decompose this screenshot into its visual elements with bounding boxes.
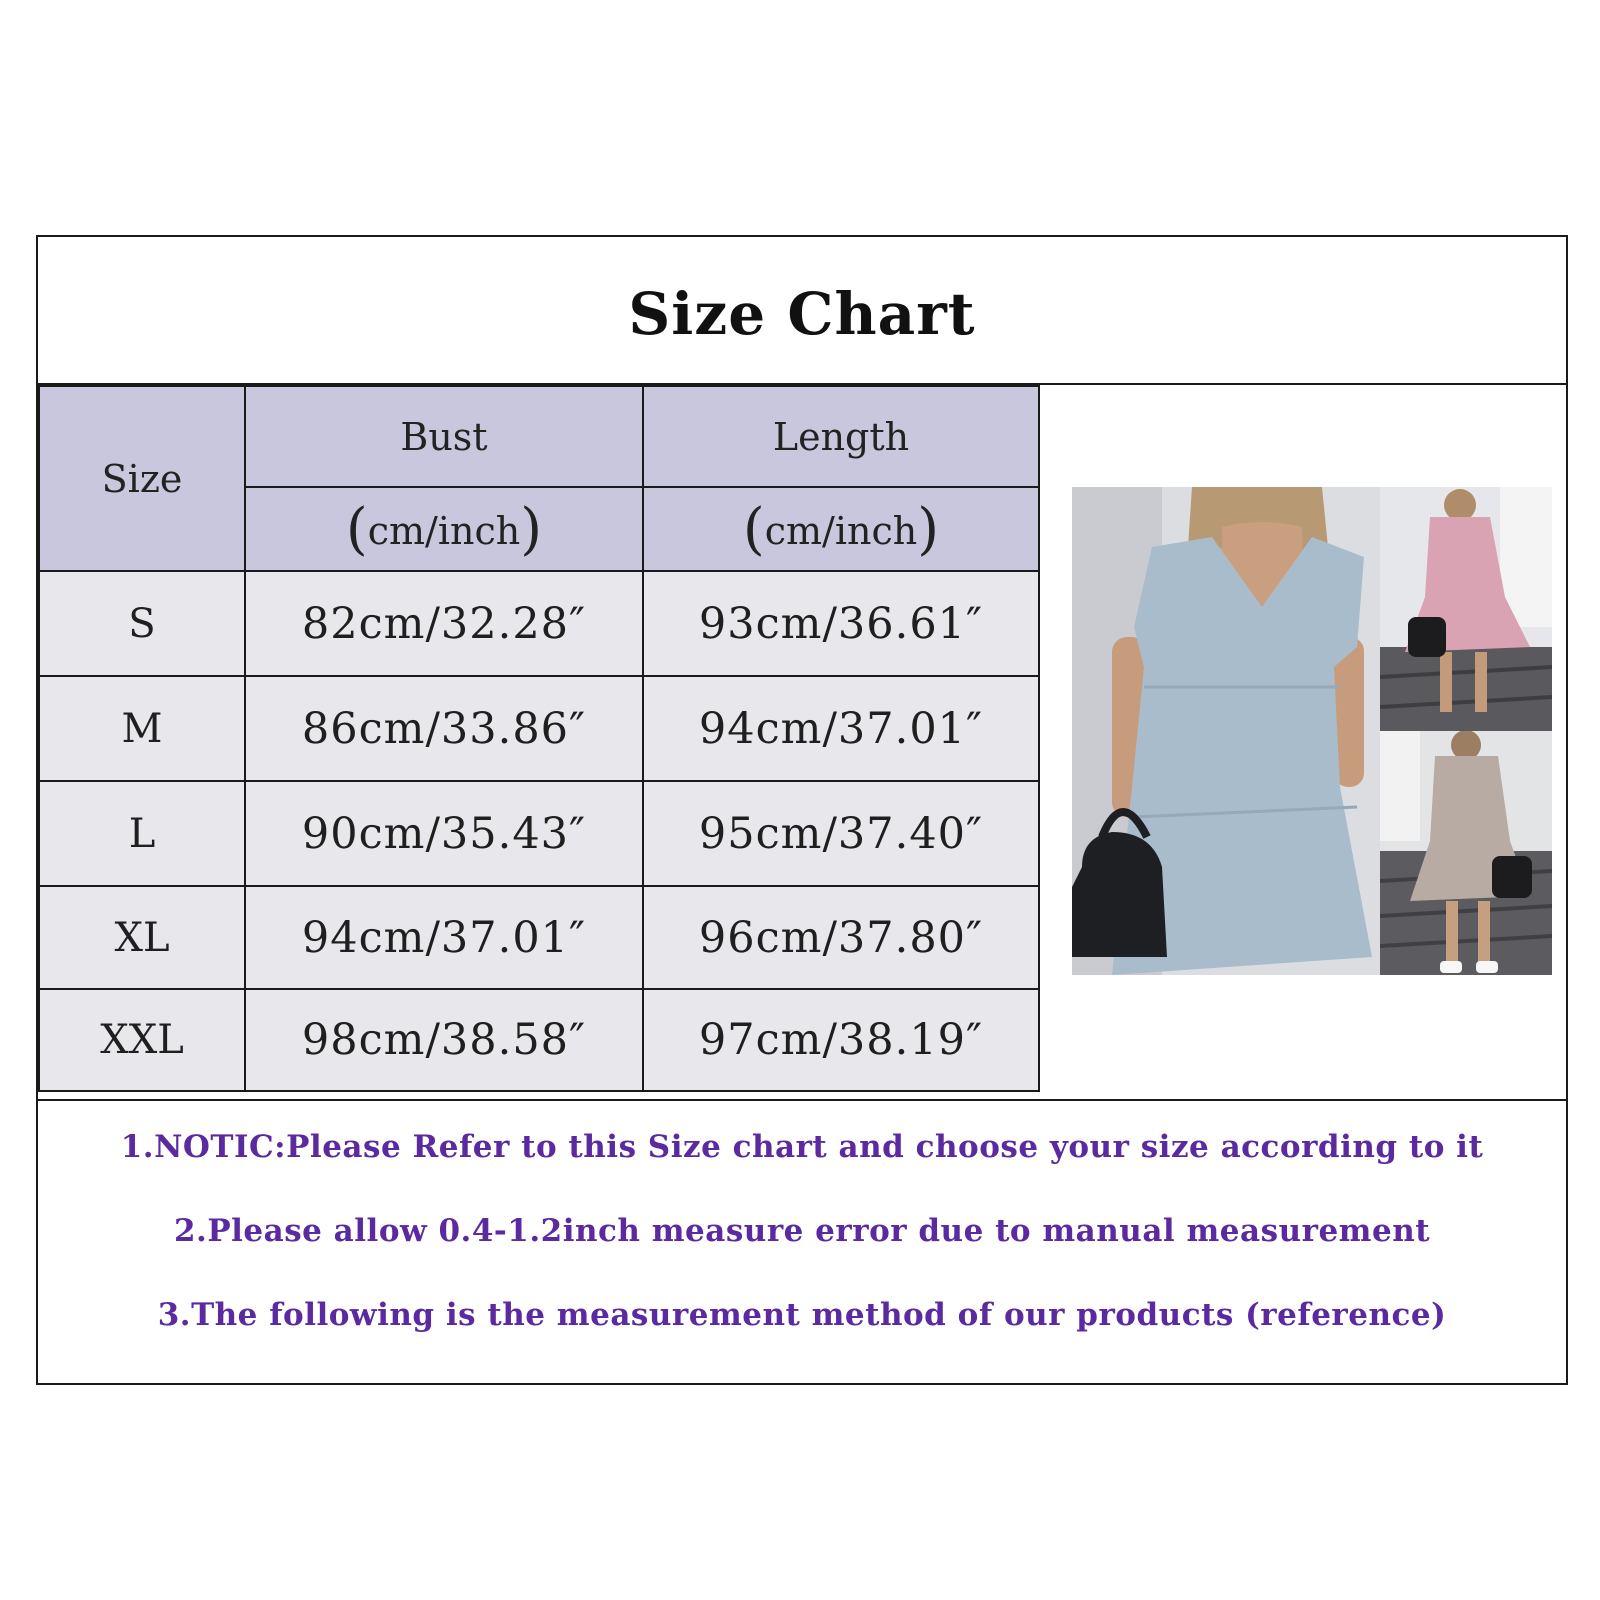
product-photos	[1072, 487, 1552, 975]
length-cell: 93cm/36.61″	[643, 571, 1039, 676]
product-photo-pink	[1380, 487, 1552, 731]
length-cell: 97cm/38.19″	[643, 989, 1039, 1091]
table-row	[39, 886, 1039, 989]
bust-cell: 98cm/38.58″	[245, 989, 643, 1091]
note-line: 2.Please allow 0.4-1.2inch measure error due to manual measurement	[173, 1213, 1431, 1249]
bust-cell: 82cm/32.28″	[245, 571, 643, 676]
size-cell: L	[39, 781, 245, 886]
product-photo-taupe	[1380, 731, 1552, 975]
notes-section	[38, 1099, 1566, 1385]
bust-cell: 94cm/37.01″	[245, 886, 643, 989]
size-cell: S	[39, 571, 245, 676]
length-cell: 95cm/37.40″	[643, 781, 1039, 886]
bust-unit-header	[245, 487, 643, 571]
note-line: 3.The following is the measurement method of our products (reference)	[157, 1297, 1447, 1333]
note-line: 1.NOTIC:Please Refer to this Size chart and choose your size according to it	[120, 1129, 1484, 1165]
table-row	[39, 571, 1039, 676]
table-row	[39, 676, 1039, 781]
length-cell: 94cm/37.01″	[643, 676, 1039, 781]
size-header: Size	[39, 386, 245, 571]
unit-paren-close: )	[520, 496, 543, 562]
unit-text: cm/inch	[764, 508, 918, 553]
chart-title: Size Chart	[628, 280, 976, 348]
size-chart-frame	[36, 235, 1568, 1385]
product-photo-main	[1072, 487, 1384, 975]
unit-paren-open: (	[742, 496, 765, 562]
size-cell: M	[39, 676, 245, 781]
bust-header: Bust	[245, 386, 643, 487]
bust-cell: 86cm/33.86″	[245, 676, 643, 781]
unit-paren-close: )	[917, 496, 940, 562]
table-row	[39, 781, 1039, 886]
title-row	[38, 237, 1566, 385]
length-header: Length	[643, 386, 1039, 487]
length-cell: 96cm/37.80″	[643, 886, 1039, 989]
table-row	[39, 989, 1039, 1091]
unit-paren-open: (	[345, 496, 368, 562]
size-table	[38, 385, 1040, 1092]
unit-text: cm/inch	[367, 508, 521, 553]
size-cell: XXL	[39, 989, 245, 1091]
length-unit-header	[643, 487, 1039, 571]
bust-cell: 90cm/35.43″	[245, 781, 643, 886]
size-cell: XL	[39, 886, 245, 989]
